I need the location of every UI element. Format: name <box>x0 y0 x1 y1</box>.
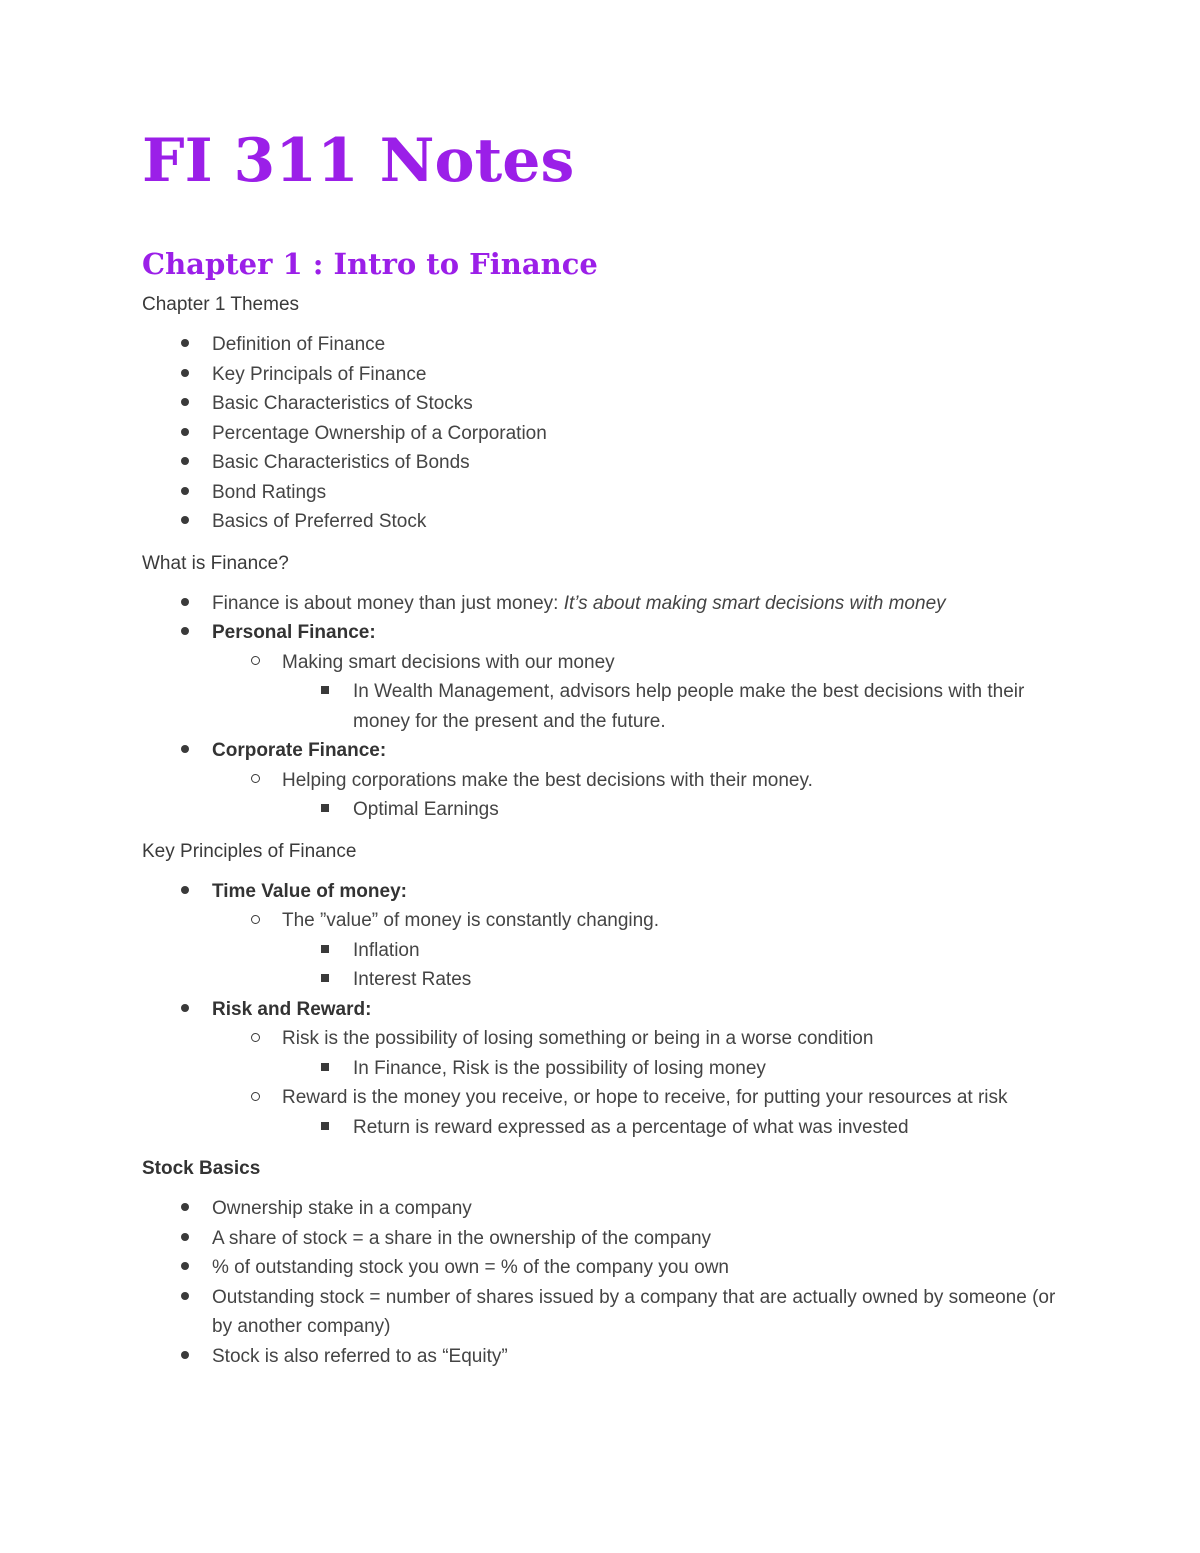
list-item: Ownership stake in a company <box>142 1194 1062 1224</box>
list-item: Definition of Finance <box>142 330 1062 360</box>
list-item <box>142 995 1062 1143</box>
sub-sub-list <box>282 936 1062 995</box>
sub-sub-list-item: Return is reward expressed as a percentage of what was invested <box>282 1113 1062 1143</box>
bullet-disc-icon <box>179 1342 191 1372</box>
bullet-square-icon <box>319 795 331 825</box>
bullet-circle-icon <box>249 766 261 796</box>
sub-list-item: Making smart decisions with our money In Wealth Management, advisors help people make the best decisions with their money for the present and the future. <box>212 648 1062 737</box>
sub-list <box>212 906 1062 995</box>
list-item <box>142 877 1062 995</box>
list-item <box>142 618 1062 736</box>
sub-sub-list <box>282 1054 1062 1084</box>
sub-list-item: The ”value” of money is constantly changing. Inflation Interest Rates <box>212 906 1062 995</box>
what-is-finance-heading: What is Finance? <box>142 552 289 574</box>
bullet-disc-icon <box>179 507 191 537</box>
sub-sub-list-item: Optimal Earnings <box>282 795 1062 825</box>
key-principles-heading: Key Principles of Finance <box>142 840 357 862</box>
key-principles-list <box>142 877 1062 1143</box>
bullet-circle-icon <box>249 906 261 936</box>
bullet-disc-icon <box>179 448 191 478</box>
sub-list-item: Helping corporations make the best decisions with their money. Optimal Earnings <box>212 766 1062 825</box>
sub-sub-list-item: In Finance, Risk is the possibility of losing money <box>282 1054 1062 1084</box>
sub-sub-list <box>282 1113 1062 1143</box>
sub-list <box>212 766 1062 825</box>
list-item <box>142 736 1062 825</box>
sub-list <box>212 648 1062 737</box>
bullet-circle-icon <box>249 1024 261 1054</box>
bullet-square-icon <box>319 936 331 966</box>
list-item: Outstanding stock = number of shares issued by a company that are actually owned by someone (or by another company) <box>142 1283 1062 1342</box>
document-title: FI 311 Notes <box>142 126 575 196</box>
bullet-disc-icon <box>179 877 191 907</box>
list-item: Basic Characteristics of Stocks <box>142 389 1062 419</box>
what-is-finance-list <box>142 589 1062 825</box>
list-item: Key Principals of Finance <box>142 360 1062 390</box>
stock-basics-heading: Stock Basics <box>142 1158 261 1179</box>
bullet-square-icon <box>319 965 331 995</box>
chapter-heading: Chapter 1 : Intro to Finance <box>142 247 598 281</box>
bullet-square-icon <box>319 677 331 707</box>
list-item: Basics of Preferred Stock <box>142 507 1062 537</box>
sub-list <box>212 1024 1062 1142</box>
bullet-disc-icon <box>179 389 191 419</box>
bullet-disc-icon <box>179 1283 191 1313</box>
bullet-disc-icon <box>179 360 191 390</box>
sub-list-item: Reward is the money you receive, or hope to receive, for putting your resources at risk Return is reward expressed as a percentage of what was invested <box>212 1083 1062 1142</box>
corporate-finance-label: Corporate Finance: <box>212 740 387 761</box>
themes-heading: Chapter 1 Themes <box>142 294 300 315</box>
risk-reward-label: Risk and Reward: <box>212 998 372 1020</box>
bullet-disc-icon <box>179 618 191 648</box>
list-item: % of outstanding stock you own = % of the company you own <box>142 1253 1062 1283</box>
list-item: Basic Characteristics of Bonds <box>142 448 1062 478</box>
bullet-circle-icon <box>249 648 261 678</box>
bullet-disc-icon <box>179 330 191 360</box>
sub-list-item: Risk is the possibility of losing something or being in a worse condition In Finance, Risk is the possibility of losing money <box>212 1024 1062 1083</box>
bullet-square-icon <box>319 1113 331 1143</box>
bullet-disc-icon <box>179 1194 191 1224</box>
bullet-disc-icon <box>179 995 191 1025</box>
stock-basics-list <box>142 1194 1062 1371</box>
bullet-disc-icon <box>179 478 191 508</box>
sub-sub-list <box>282 677 1062 736</box>
bullet-square-icon <box>319 1054 331 1084</box>
sub-sub-list-item: Inflation <box>282 936 1062 966</box>
sub-sub-list-item: Interest Rates <box>282 965 1062 995</box>
list-item: Finance is about money than just money: It’s about making smart decisions with money <box>142 589 1062 619</box>
bullet-circle-icon <box>249 1083 261 1113</box>
italic-emphasis: It’s about making smart decisions with money <box>563 592 946 614</box>
bullet-disc-icon <box>179 419 191 449</box>
document-body <box>142 118 1062 1371</box>
themes-list <box>142 330 1062 537</box>
bullet-disc-icon <box>179 589 191 619</box>
sub-sub-list-item: In Wealth Management, advisors help people make the best decisions with their money for the present and the future. <box>282 677 1062 736</box>
list-item: Percentage Ownership of a Corporation <box>142 419 1062 449</box>
list-item: A share of stock = a share in the ownership of the company <box>142 1224 1062 1254</box>
bullet-disc-icon <box>179 1224 191 1254</box>
bullet-disc-icon <box>179 736 191 766</box>
bullet-disc-icon <box>179 1253 191 1283</box>
list-item: Bond Ratings <box>142 478 1062 508</box>
sub-sub-list <box>282 795 1062 825</box>
list-item: Stock is also referred to as “Equity” <box>142 1342 1062 1372</box>
personal-finance-label: Personal Finance: <box>212 622 376 643</box>
time-value-label: Time Value of money: <box>212 880 407 902</box>
